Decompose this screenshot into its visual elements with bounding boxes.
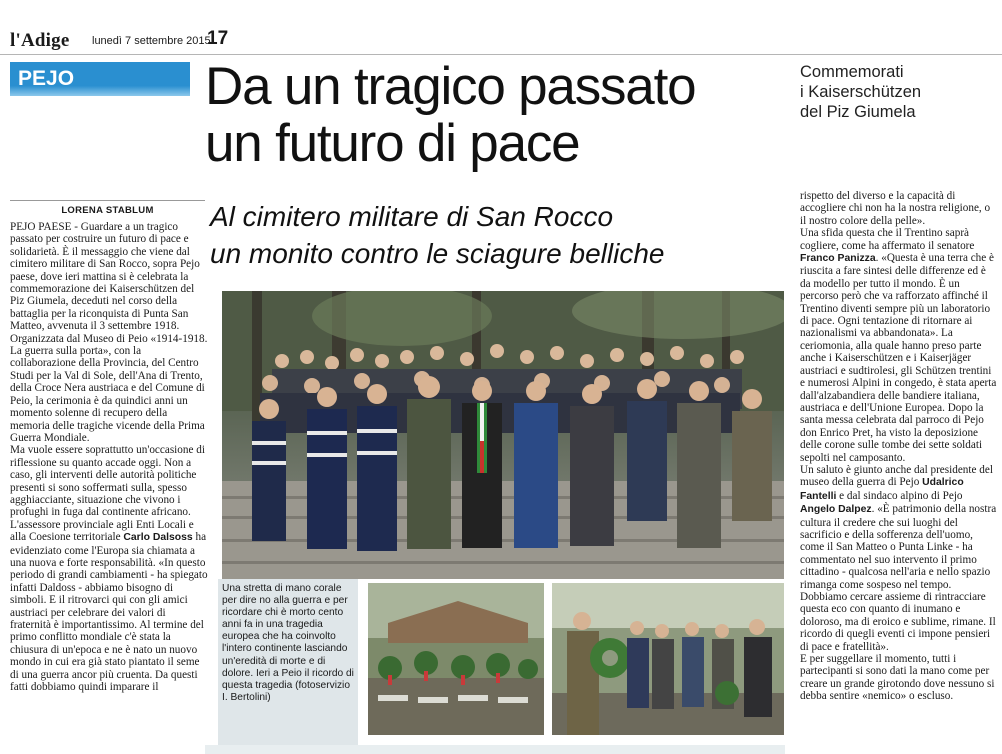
page-number: 17 [207,28,229,49]
photo-participants [552,583,784,735]
subheadline [210,198,790,272]
photo-caption: Una stretta di mano corale per dire no alla guerra e per ricordare chi è morto cento anni fa in una tragedia europea che ha coinvolto l'intero continente lasciando un'eredità di morte e di dolore. Ieri a Peio il ricordo di questa tragedia (fotoservizio I. Bertolini) [222,583,354,703]
side-heading-line-3: del Piz Giumela [800,103,916,121]
article-column-left [10,221,208,749]
byline: LORENA STABLUM [10,200,205,216]
newspaper-brand: l'Adige [10,30,70,51]
article-paragraph: Un saluto è giunto anche dal presidente del museo della guerra di Pejo Udalrico Fantelli e dal sindaco alpino di Pejo Angelo Dalpez. «È patrimonio della nostra cultura il credere che sui luoghi del sacrificio e della sofferenza dell'uomo, come il San Matteo o Punta Linke - ha commentato nel suo intervento il primo cittadino - qualcosa nell'aria e nello spazio rimanga come sospeso nel tempo. Dobbiamo cercare assieme di rintracciare questa eco con quanto di inumano e doloroso, ma di eroico e sublime, rimane. Il ricordo di quegli eventi ci impone pensieri di pace e fratellità». [800,463,997,653]
person-name: Udalrico Fantelli [800,477,964,502]
subheadline-line-2: un monito contro le sciagure belliche [210,238,665,269]
article-paragraph: Ma vuole essere soprattutto un'occasione di riflessione su quanto accade oggi. Non a caso, gli interventi delle autorità politiche presenti si sono soffermati sulla, spesso agghiacciante, situazione che vivono i profughi in fuga dal continente africano. L'assessore provinciale agli Enti Locali e alla Coesione territoriale Carlo Dalsoss ha evidenziato come l'Europa sia chiamata a una nuova e forte responsabilità. «In questo periodo di grandi cambiamenti - ha spiegato infatti Daldoss - abbiamo bisogno di simboli. E il ritrovarci qui con gli amici austriaci per celebrare dei valori di fraternità è importantissimo. Al termine del primo conflitto mondiale c'è stata la chiusura di un'epoca e ne è nato un nuovo mondo in cui era già stato piantato il seme di una guerra ancor più cruenta. Da questi fatti dobbiamo quindi imparare il [10,444,208,694]
section-tag: PEJO [10,62,190,96]
side-heading-line-2: i Kaiserschützen [800,83,922,101]
photo-participants-illustration [552,583,784,735]
article-paragraph: Una sfida questa che il Trentino saprà cogliere, come ha affermato il senatore Franco Panizza. «Questa è una terra che è riuscita a fare sintesi delle differenze ed è da modello per tutto il mondo. È un percorso però che va rafforzato affinché il Trentino diventi sempre più un laboratorio di pace. Ogni tentazione di ritornare ai nazionalismi va abbandonata». La ceriomonia, alla quale hanno preso parte anche i Kaiserschützen e i Kaiserjäger austriaci e sudtirolesi, gli Schützen trentini e numerosi Alpini in congedo, è stata aperta dall'alzabandiera delle bandiere italiana, austriaca e dell'Unione Europea. Dopo la santa messa celebrata dal parroco di Pejo don Enrico Pret, ha visto la deposizione delle corone sulle tombe dei sette soldati sepolti nel camposanto. [800,227,997,464]
main-photo [222,291,784,579]
headline-line-2: un futuro di pace [205,114,580,173]
photo-wreaths [368,583,544,735]
person-name: Carlo Dalsoss [123,532,193,544]
headline [205,58,795,172]
article-column-right [800,190,997,750]
person-name: Angelo Dalpez [800,504,872,516]
article-paragraph: PEJO PAESE - Guardare a un tragico passato per costruire un futuro di pace e solidarietà. È il messaggio che viene dal cimitero militare di San Rocco, sopra Pejo paese, dove ieri mattina si è celebrata la commemorazione dei Kaiserschützen del Piz Giumela, deceduti nel corso della battaglia per la riconquista di Punta San Matteo, avvenuta il 3 settembre 1918. Organizzata dal Museo di Peio «1914-1918. La guerra sulla porta», con la collaborazione della Provincia, del Centro Studi per la Val di Sole, dell'Ana di Trento, della Croce Nera austriaca e del Comune di Peio, la cerimonia è da quindici anni un momento solenne di recupero della memoria delle tragiche vicende della Prima Guerra Mondiale. [10,221,208,444]
photo-wreaths-illustration [368,583,544,735]
article-paragraph: E per suggellare il momento, tutti i partecipanti si sono dati la mano come per creare un grande girotondo dove nessuno si debba sentire «nemico» o escluso. [800,653,995,703]
side-heading [800,62,995,122]
subheadline-line-1: Al cimitero militare di San Rocco [210,201,614,232]
issue-date: lunedì 7 settembre 2015 [92,35,211,47]
masthead-divider [0,54,1002,55]
main-photo-illustration [222,291,784,579]
side-heading-line-1: Commemorati [800,63,904,81]
article-paragraph: rispetto del diverso e la capacità di accogliere chi non ha la nostra religione, o il nostro colore della pelle». [800,190,991,227]
person-name: Franco Panizza [800,253,876,265]
headline-line-1: Da un tragico passato [205,57,696,116]
photo-strip-footer [205,745,785,754]
